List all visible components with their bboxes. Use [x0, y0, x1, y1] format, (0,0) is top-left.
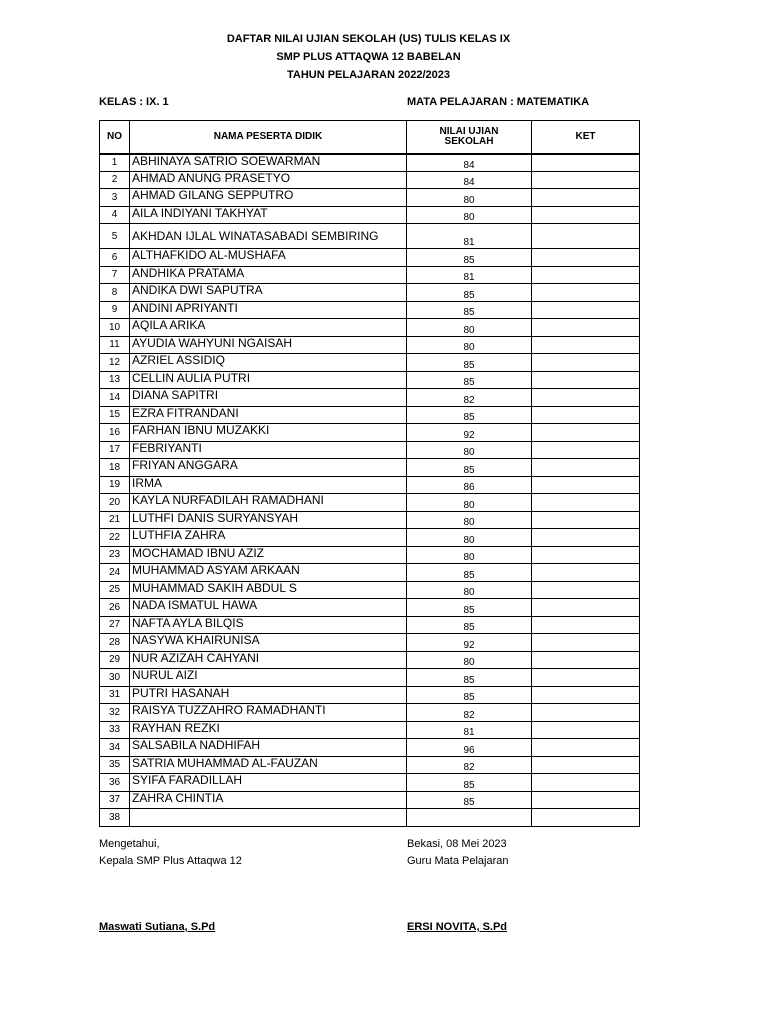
student-name: AKHDAN IJLAL WINATASABADI SEMBIRING	[130, 224, 407, 249]
table-row	[100, 406, 640, 424]
table-row	[100, 669, 640, 687]
table-row	[100, 354, 640, 372]
student-name: SALSABILA NADHIFAH	[130, 739, 407, 757]
remarks	[532, 599, 640, 617]
exam-score: 84	[407, 154, 532, 172]
row-number: 29	[100, 651, 130, 669]
row-number: 4	[100, 206, 130, 224]
row-number: 23	[100, 546, 130, 564]
remarks	[532, 546, 640, 564]
exam-score: 85	[407, 616, 532, 634]
student-name: AILA INDIYANI TAKHYAT	[130, 206, 407, 224]
remarks	[532, 616, 640, 634]
table-row	[100, 739, 640, 757]
remarks	[532, 809, 640, 827]
remarks	[532, 511, 640, 529]
row-number: 8	[100, 284, 130, 302]
exam-score: 85	[407, 686, 532, 704]
exam-score: 85	[407, 284, 532, 302]
table-row	[100, 809, 640, 827]
row-number: 10	[100, 319, 130, 337]
row-number: 20	[100, 494, 130, 512]
table-row	[100, 651, 640, 669]
table-row	[100, 424, 640, 442]
student-name: NASYWA KHAIRUNISA	[130, 634, 407, 652]
remarks	[532, 266, 640, 284]
exam-score: 82	[407, 756, 532, 774]
row-number: 31	[100, 686, 130, 704]
remarks	[532, 476, 640, 494]
exam-score: 96	[407, 739, 532, 757]
table-row	[100, 301, 640, 319]
remarks	[532, 406, 640, 424]
row-number: 19	[100, 476, 130, 494]
row-number: 34	[100, 739, 130, 757]
table-row	[100, 494, 640, 512]
student-name: ANDHIKA PRATAMA	[130, 266, 407, 284]
row-number: 9	[100, 301, 130, 319]
student-name: MOCHAMAD IBNU AZIZ	[130, 546, 407, 564]
exam-score: 85	[407, 354, 532, 372]
table-row	[100, 459, 640, 477]
exam-score: 82	[407, 704, 532, 722]
exam-score: 85	[407, 599, 532, 617]
remarks	[532, 774, 640, 792]
remarks	[532, 529, 640, 547]
table-row	[100, 319, 640, 337]
remarks	[532, 336, 640, 354]
column-header-no: NO	[100, 121, 130, 154]
remarks	[532, 171, 640, 189]
remarks	[532, 224, 640, 249]
exam-score: 85	[407, 791, 532, 809]
remarks	[532, 301, 640, 319]
grades-table	[99, 120, 640, 827]
student-name: NUR AZIZAH CAHYANI	[130, 651, 407, 669]
remarks	[532, 581, 640, 599]
table-row	[100, 791, 640, 809]
exam-score: 84	[407, 171, 532, 189]
exam-score: 80	[407, 529, 532, 547]
student-name: LUTHFIA ZAHRA	[130, 529, 407, 547]
table-row	[100, 249, 640, 267]
remarks	[532, 669, 640, 687]
table-row	[100, 371, 640, 389]
exam-score: 92	[407, 424, 532, 442]
table-row	[100, 756, 640, 774]
table-row	[100, 546, 640, 564]
column-header-ket: KET	[532, 121, 640, 154]
row-number: 30	[100, 669, 130, 687]
exam-score: 80	[407, 494, 532, 512]
remarks	[532, 686, 640, 704]
row-number: 35	[100, 756, 130, 774]
remarks	[532, 756, 640, 774]
remarks	[532, 354, 640, 372]
table-row	[100, 721, 640, 739]
table-row	[100, 511, 640, 529]
remarks	[532, 424, 640, 442]
table-row	[100, 529, 640, 547]
student-name: SATRIA MUHAMMAD AL-FAUZAN	[130, 756, 407, 774]
subject-label: MATA PELAJARAN : MATEMATIKA	[407, 96, 590, 108]
row-number: 6	[100, 249, 130, 267]
remarks	[532, 634, 640, 652]
row-number: 32	[100, 704, 130, 722]
exam-score: 80	[407, 546, 532, 564]
row-number: 21	[100, 511, 130, 529]
row-number: 12	[100, 354, 130, 372]
remarks	[532, 739, 640, 757]
exam-score: 81	[407, 721, 532, 739]
teacher-title: Guru Mata Pelajaran	[407, 855, 509, 867]
student-name: ANDINI APRIYANTI	[130, 301, 407, 319]
student-name: SYIFA FARADILLAH	[130, 774, 407, 792]
exam-score: 92	[407, 634, 532, 652]
exam-score: 82	[407, 389, 532, 407]
acknowledged-label: Mengetahui,	[99, 838, 160, 850]
student-name: ABHINAYA SATRIO SOEWARMAN	[130, 154, 407, 172]
place-date: Bekasi, 08 Mei 2023	[407, 838, 507, 850]
student-name: DIANA SAPITRI	[130, 389, 407, 407]
row-number: 27	[100, 616, 130, 634]
exam-score: 80	[407, 336, 532, 354]
row-number: 24	[100, 564, 130, 582]
table-row	[100, 774, 640, 792]
row-number: 16	[100, 424, 130, 442]
table-row	[100, 634, 640, 652]
table-row	[100, 704, 640, 722]
student-name: NADA ISMATUL HAWA	[130, 599, 407, 617]
row-number: 13	[100, 371, 130, 389]
remarks	[532, 206, 640, 224]
column-header-score: NILAI UJIAN SEKOLAH	[407, 121, 532, 154]
student-name: AQILA ARIKA	[130, 319, 407, 337]
exam-score: 85	[407, 774, 532, 792]
row-number: 38	[100, 809, 130, 827]
exam-score: 85	[407, 301, 532, 319]
document-title-line-3: TAHUN PELAJARAN 2022/2023	[286, 69, 451, 81]
exam-score: 80	[407, 651, 532, 669]
remarks	[532, 154, 640, 172]
exam-score: 80	[407, 189, 532, 207]
student-name: IRMA	[130, 476, 407, 494]
exam-score: 85	[407, 249, 532, 267]
row-number: 7	[100, 266, 130, 284]
table-row	[100, 599, 640, 617]
remarks	[532, 721, 640, 739]
remarks	[532, 441, 640, 459]
row-number: 18	[100, 459, 130, 477]
student-name: KAYLA NURFADILAH RAMADHANI	[130, 494, 407, 512]
student-name: MUHAMMAD ASYAM ARKAAN	[130, 564, 407, 582]
remarks	[532, 371, 640, 389]
table-row	[100, 171, 640, 189]
table-row	[100, 476, 640, 494]
student-name: PUTRI HASANAH	[130, 686, 407, 704]
table-row	[100, 189, 640, 207]
principal-title: Kepala SMP Plus Attaqwa 12	[99, 855, 242, 867]
row-number: 2	[100, 171, 130, 189]
row-number: 25	[100, 581, 130, 599]
exam-score: 80	[407, 319, 532, 337]
row-number: 17	[100, 441, 130, 459]
exam-score: 80	[407, 441, 532, 459]
teacher-name: ERSI NOVITA, S.Pd	[407, 921, 508, 933]
student-name	[130, 809, 407, 827]
exam-score: 80	[407, 581, 532, 599]
row-number: 33	[100, 721, 130, 739]
remarks	[532, 319, 640, 337]
student-name: RAYHAN REZKI	[130, 721, 407, 739]
table-row	[100, 266, 640, 284]
table-body	[100, 154, 640, 827]
student-name: AHMAD ANUNG PRASETYO	[130, 171, 407, 189]
remarks	[532, 459, 640, 477]
row-number: 11	[100, 336, 130, 354]
exam-score: 85	[407, 371, 532, 389]
exam-score: 85	[407, 406, 532, 424]
principal-name: Maswati Sutiana, S.Pd	[99, 921, 216, 933]
student-name: CELLIN AULIA PUTRI	[130, 371, 407, 389]
student-name: AYUDIA WAHYUNI NGAISAH	[130, 336, 407, 354]
remarks	[532, 791, 640, 809]
table-row	[100, 389, 640, 407]
row-number: 1	[100, 154, 130, 172]
table-row	[100, 616, 640, 634]
student-name: MUHAMMAD SAKIH ABDUL S	[130, 581, 407, 599]
remarks	[532, 284, 640, 302]
student-name: FRIYAN ANGGARA	[130, 459, 407, 477]
row-number: 5	[100, 224, 130, 249]
remarks	[532, 651, 640, 669]
row-number: 26	[100, 599, 130, 617]
table-row	[100, 336, 640, 354]
table-row	[100, 284, 640, 302]
table-row	[100, 154, 640, 172]
student-name: ANDIKA DWI SAPUTRA	[130, 284, 407, 302]
row-number: 15	[100, 406, 130, 424]
table-row	[100, 564, 640, 582]
table-row	[100, 686, 640, 704]
table-row	[100, 581, 640, 599]
student-name: ALTHAFKIDO AL-MUSHAFA	[130, 249, 407, 267]
student-name: AHMAD GILANG SEPPUTRO	[130, 189, 407, 207]
exam-score: 81	[407, 266, 532, 284]
student-name: RAISYA TUZZAHRO RAMADHANTI	[130, 704, 407, 722]
remarks	[532, 249, 640, 267]
exam-score: 81	[407, 224, 532, 249]
exam-score: 85	[407, 669, 532, 687]
column-header-name: NAMA PESERTA DIDIK	[130, 121, 407, 154]
exam-score: 80	[407, 206, 532, 224]
exam-score: 85	[407, 459, 532, 477]
student-name: ZAHRA CHINTIA	[130, 791, 407, 809]
table-header-row	[100, 121, 640, 154]
row-number: 14	[100, 389, 130, 407]
row-number: 28	[100, 634, 130, 652]
document-title-line-1: DAFTAR NILAI UJIAN SEKOLAH (US) TULIS KELAS IX	[226, 33, 511, 45]
class-label: KELAS : IX. 1	[99, 96, 169, 108]
student-name: NURUL AIZI	[130, 669, 407, 687]
exam-score	[407, 809, 532, 827]
row-number: 36	[100, 774, 130, 792]
student-name: LUTHFI DANIS SURYANSYAH	[130, 511, 407, 529]
remarks	[532, 704, 640, 722]
row-number: 3	[100, 189, 130, 207]
remarks	[532, 189, 640, 207]
student-name: FARHAN IBNU MUZAKKI	[130, 424, 407, 442]
row-number: 37	[100, 791, 130, 809]
document-title-line-2: SMP PLUS ATTAQWA 12 BABELAN	[276, 51, 461, 63]
student-name: FEBRIYANTI	[130, 441, 407, 459]
table-row	[100, 224, 640, 249]
row-number: 22	[100, 529, 130, 547]
remarks	[532, 494, 640, 512]
table-row	[100, 441, 640, 459]
exam-score: 85	[407, 564, 532, 582]
exam-score: 86	[407, 476, 532, 494]
student-name: EZRA FITRANDANI	[130, 406, 407, 424]
exam-score: 80	[407, 511, 532, 529]
remarks	[532, 564, 640, 582]
student-name: NAFTA AYLA BILQIS	[130, 616, 407, 634]
table-row	[100, 206, 640, 224]
remarks	[532, 389, 640, 407]
student-name: AZRIEL ASSIDIQ	[130, 354, 407, 372]
